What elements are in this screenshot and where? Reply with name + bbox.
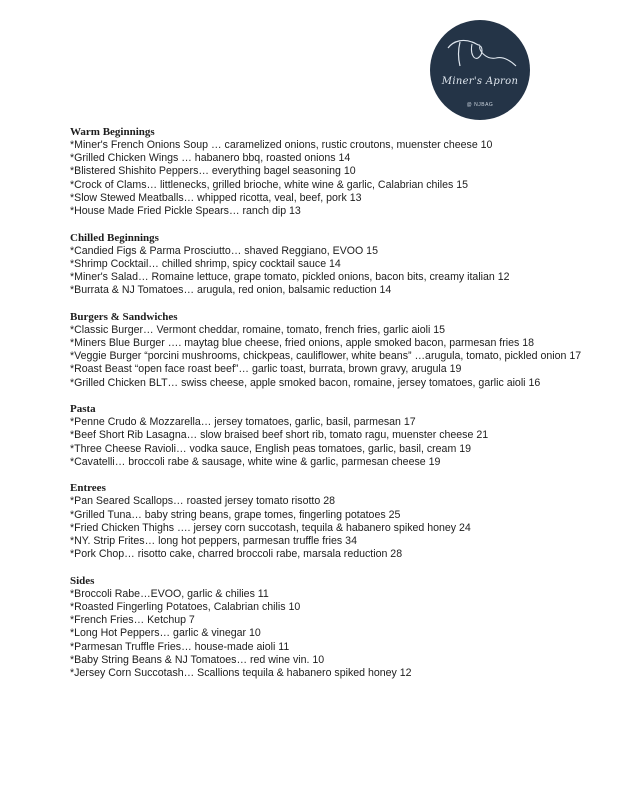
- menu-item: *Miner's French Onions Soup … caramelized onions, rustic croutons, muenster cheese 10: [70, 139, 493, 151]
- logo-subtitle: @ NJBAG: [466, 102, 494, 108]
- menu-item: *House Made Fried Pickle Spears… ranch dip 13: [70, 205, 301, 218]
- menu-item: *Slow Stewed Meatballs… whipped ricotta, veal, beef, pork 13: [70, 191, 362, 204]
- section-warm-beginnings: [70, 125, 590, 218]
- menu-item: *Shrimp Cocktail… chilled shrimp, spicy cocktail sauce 14: [70, 257, 341, 270]
- menu-item: *French Fries… Ketchup 7: [70, 614, 195, 627]
- section-title: Entrees: [70, 482, 106, 495]
- menu-item: *Cavatelli… broccoli rabe & sausage, white wine & garlic, parmesan cheese 19: [70, 455, 441, 468]
- menu-item: *Pan Seared Scallops… roasted jersey tomato risotto 28: [70, 495, 335, 508]
- menu-item: *Grilled Tuna… baby string beans, grape tomes, fingerling potatoes 25: [70, 508, 401, 521]
- section-sides: [70, 574, 590, 680]
- section-title: Pasta: [70, 403, 96, 416]
- section-chilled-beginnings: [70, 231, 590, 298]
- menu-item: *Blistered Shishito Peppers… everything bagel seasoning 10: [70, 165, 356, 178]
- menu-item: *Long Hot Peppers… garlic & vinegar 10: [70, 627, 261, 640]
- menu-item: *Roasted Fingerling Potatoes, Calabrian chilis 10: [70, 601, 301, 614]
- menu-item: *Beef Short Rib Lasagna… slow braised beef short rib, tomato ragu, muenster cheese 21: [70, 429, 489, 442]
- menu-item: *Miner's Salad… Romaine lettuce, grape tomato, pickled onions, bacon bits, creamy italian 12: [70, 271, 510, 284]
- menu-item: *Broccoli Rabe…EVOO, garlic & chilies 11: [70, 587, 269, 600]
- menu-item: *Three Cheese Ravioli… vodka sauce, English peas tomatoes, garlic, basil, cream 19: [70, 442, 471, 455]
- section-entrees: [70, 481, 590, 561]
- menu-item: *Veggie Burger “porcini mushrooms, chickpeas, cauliflower, white beans” …arugula, tomato, pickled onion 17: [70, 350, 582, 363]
- menu-item: *Grilled Chicken Wings … habanero bbq, roasted onions 14: [70, 152, 351, 165]
- menu-item: *Classic Burger… Vermont cheddar, romaine, tomato, french fries, garlic aioli 15: [70, 323, 446, 336]
- section-burgers-sandwiches: [70, 310, 590, 390]
- menu-item: *Candied Figs & Parma Prosciutto… shaved Reggiano, EVOO 15: [70, 244, 378, 257]
- menu-item: *Crock of Clams… littlenecks, grilled brioche, white wine & garlic, Calabrian chiles 15: [70, 178, 469, 191]
- menu-item: *NY. Strip Frites… long hot peppers, parmesan truffle fries 34: [70, 535, 357, 548]
- logo: [430, 20, 530, 120]
- menu-item: *Baby String Beans & NJ Tomatoes… red wine vin. 10: [70, 653, 325, 666]
- menu-item: *Fried Chicken Thighs …. jersey corn succotash, tequila & habanero spiked honey 24: [70, 521, 471, 534]
- section-title: Sides: [70, 574, 95, 587]
- menu-item: *Parmesan Truffle Fries… house-made aioli 11: [70, 640, 290, 653]
- menu: [70, 125, 590, 693]
- section-title: Chilled Beginnings: [70, 231, 159, 244]
- logo-name: Miner's Apron: [441, 76, 519, 87]
- menu-item: *Burrata & NJ Tomatoes… arugula, red onion, balsamic reduction 14: [70, 284, 392, 297]
- menu-item: *Grilled Chicken BLT… swiss cheese, apple smoked bacon, romaine, jersey tomatoes, garlic aioli 16: [70, 376, 541, 389]
- menu-item: *Roast Beast “open face roast beef”… garlic toast, burrata, brown gravy, arugula 19: [70, 363, 462, 376]
- section-title: Warm Beginnings: [70, 126, 155, 138]
- section-title: Burgers & Sandwiches: [70, 310, 178, 323]
- menu-item: *Penne Crudo & Mozzarella… jersey tomatoes, garlic, basil, parmesan 17: [70, 416, 416, 429]
- menu-item: *Pork Chop… risotto cake, charred broccoli rabe, marsala reduction 28: [70, 548, 403, 561]
- menu-item: *Jersey Corn Succotash… Scallions tequila & habanero spiked honey 12: [70, 667, 412, 680]
- menu-item: *Miners Blue Burger …. maytag blue cheese, fried onions, apple smoked bacon, parmesan fries 18: [70, 337, 535, 350]
- section-pasta: [70, 402, 590, 469]
